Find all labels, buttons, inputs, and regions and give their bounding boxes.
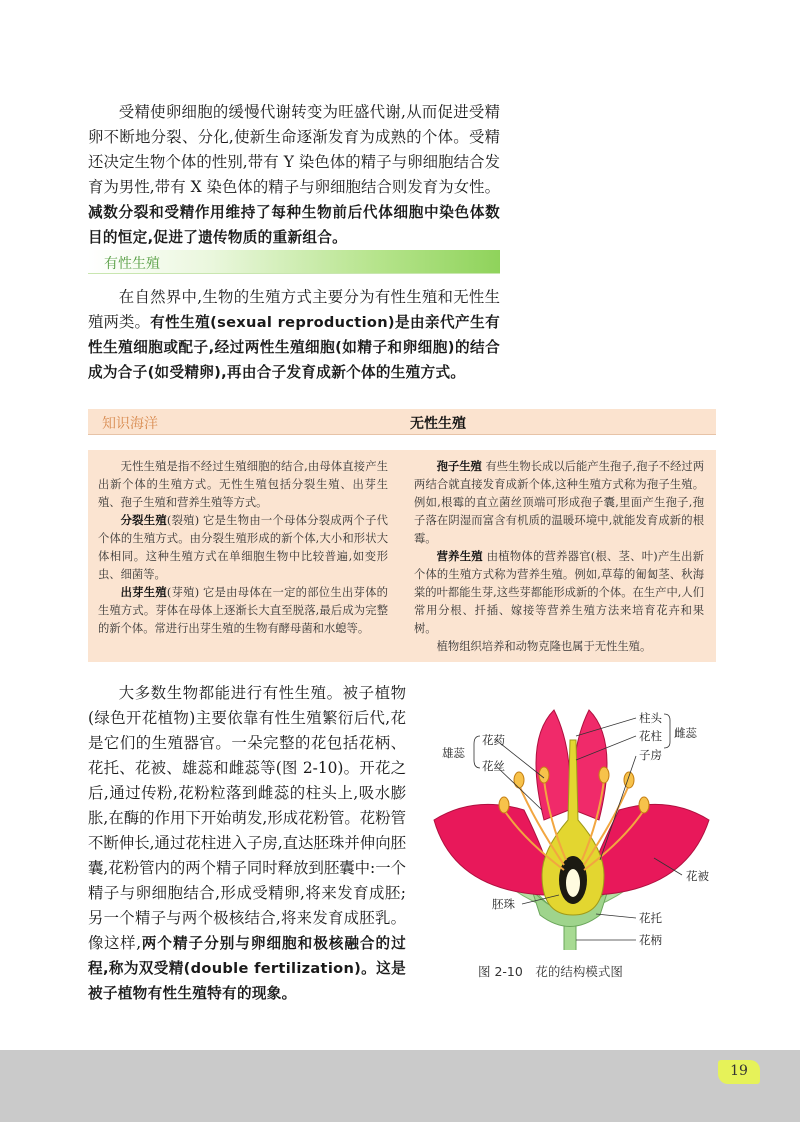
paragraph-fertilization [88, 100, 500, 250]
paragraph-bold-text: 两个精子分别与卵细胞和极核融合的过程,称为双受精(double fertilization)。这是被子植物有性生殖特有的现象。 [88, 935, 406, 1002]
label-ovary: 子房 [639, 748, 662, 762]
label-anther: 花药 [482, 733, 505, 747]
kb-term: 分裂生殖 [120, 514, 167, 527]
kb-term: 营养生殖 [436, 550, 483, 563]
paragraph-text: 在自然界中,生物的生殖方式主要分为有性生殖和无性生殖两类。 [88, 288, 500, 331]
label-ovule: 胚珠 [492, 897, 515, 911]
figure-caption: 图 2-10 花的结构模式图 [478, 964, 623, 979]
label-stamen: 雄蕊 [442, 746, 465, 760]
kb-paragraph: 出芽生殖(芽殖) 它是由母体在一定的部位生出芽体的生殖方式。芽体在母体上逐渐长大直至脱落,最后成为完整的新个体。常进行出芽生殖的生物有酵母菌和水螅等。 [98, 586, 388, 635]
label-stigma: 柱头 [639, 711, 662, 725]
petal-back-left-shape [536, 710, 570, 820]
ovule-inner-shape [566, 869, 580, 897]
paragraph-double-fertilization [88, 681, 406, 1006]
knowledge-box-body [88, 450, 716, 662]
section-heading-bar [88, 250, 500, 274]
paragraph-text: 大多数生物都能进行有性生殖。被子植物(绿色开花植物)主要依靠有性生殖繁衍后代,花是它们的生殖器官。一朵完整的花包括花柄、花托、花被、雄蕊和雌蕊等(图 2-10)。开花之后,通过传粉,花粉粒落到雌蕊的柱头上,吸水膨胀,在酶的作用下开始萌发,形成花粉管。花粉管不断伸长,通过花柱进入子房,直达胚珠并伸向胚囊,花粉管内的两个精子同时释放到胚囊中:一个精子与卵细胞结合,形成受精卵,将来发育成胚;另一个精子与两个极核结合,将来发育成胚乳。像这样, [88, 684, 406, 952]
kb-paragraph: 营养生殖 由植物体的营养器官(根、茎、叶)产生出新个体的生殖方式称为营养生殖。例如,草莓的匍匐茎、秋海棠的叶都能生芽,这些芽都能形成新的个体。在生产中,人们常用分根、扦插、嫁接等营养生殖方法来培育花卉和果树。 [414, 550, 704, 635]
paragraph-sexual-reproduction [88, 285, 500, 385]
knowledge-box-tag: 知识海洋 [102, 416, 158, 432]
label-pistil: 雌蕊 [674, 726, 697, 740]
kb-paragraph: 分裂生殖(裂殖) 它是生物由一个母体分裂成两个子代个体的生殖方式。由分裂生殖形成的新个体,大小和形状大体相同。这种生殖方式在单细胞生物中比较普遍,如变形虫、细菌等。 [98, 514, 388, 581]
label-pedicel: 花柄 [639, 933, 662, 947]
kb-term: 出芽生殖 [120, 586, 167, 599]
section-title: 有性生殖 [104, 256, 160, 272]
kb-paragraph: 孢子生殖 有些生物长成以后能产生孢子,孢子不经过两两结合就直接发育成新个体,这种生殖方式称为孢子生殖。例如,根霉的直立菌丝顶端可形成孢子囊,里面产生孢子,孢子落在阴湿而富含有机质的温暖环境中,就能发育成新的根霉。 [414, 460, 704, 545]
stamen-bracket [474, 736, 480, 768]
label-style: 花柱 [639, 729, 662, 743]
pistil-bracket [664, 714, 670, 748]
page-footer [0, 1050, 800, 1122]
knowledge-box-title: 无性生殖 [410, 416, 466, 432]
label-receptacle: 花托 [639, 911, 662, 925]
paragraph-bold-text: 有性生殖(sexual reproduction)是由亲代产生有性生殖细胞或配子,经过两性生殖细胞(如精子和卵细胞)的结合成为合子(如受精卵),再由合子发育成新个体的生殖方式。 [88, 314, 500, 381]
paragraph-text: 受精使卵细胞的缓慢代谢转变为旺盛代谢,从而促进受精卵不断地分裂、分化,使新生命逐渐发育为成熟的个体。受精还决定生物个体的性别,带有 Y 染色体的精子与卵细胞结合发育为男性,带有 X 染色体的精子与卵细胞结合则发育为女性。 [88, 103, 500, 196]
knowledge-box-right-column [414, 458, 704, 656]
petal-back-right-shape [573, 710, 607, 820]
kb-term: 孢子生殖 [436, 460, 482, 473]
knowledge-box-left-column [98, 458, 388, 638]
flower-structure-figure [414, 700, 724, 950]
page-number: 19 [730, 1063, 748, 1079]
label-filament: 花丝 [482, 759, 505, 773]
knowledge-box-header [88, 409, 716, 435]
kb-paragraph: 无性生殖是指不经过生殖细胞的结合,由母体直接产生出新个体的生殖方式。无性生殖包括分裂生殖、出芽生殖、孢子生殖和营养生殖等方式。 [98, 460, 388, 509]
kb-paragraph: 植物组织培养和动物克隆也属于无性生殖。 [436, 640, 652, 653]
label-perianth: 花被 [686, 869, 709, 883]
paragraph-bold-text: 减数分裂和受精作用维持了每种生物前后代体细胞中染色体数目的恒定,促进了遗传物质的重新组合。 [88, 204, 500, 246]
